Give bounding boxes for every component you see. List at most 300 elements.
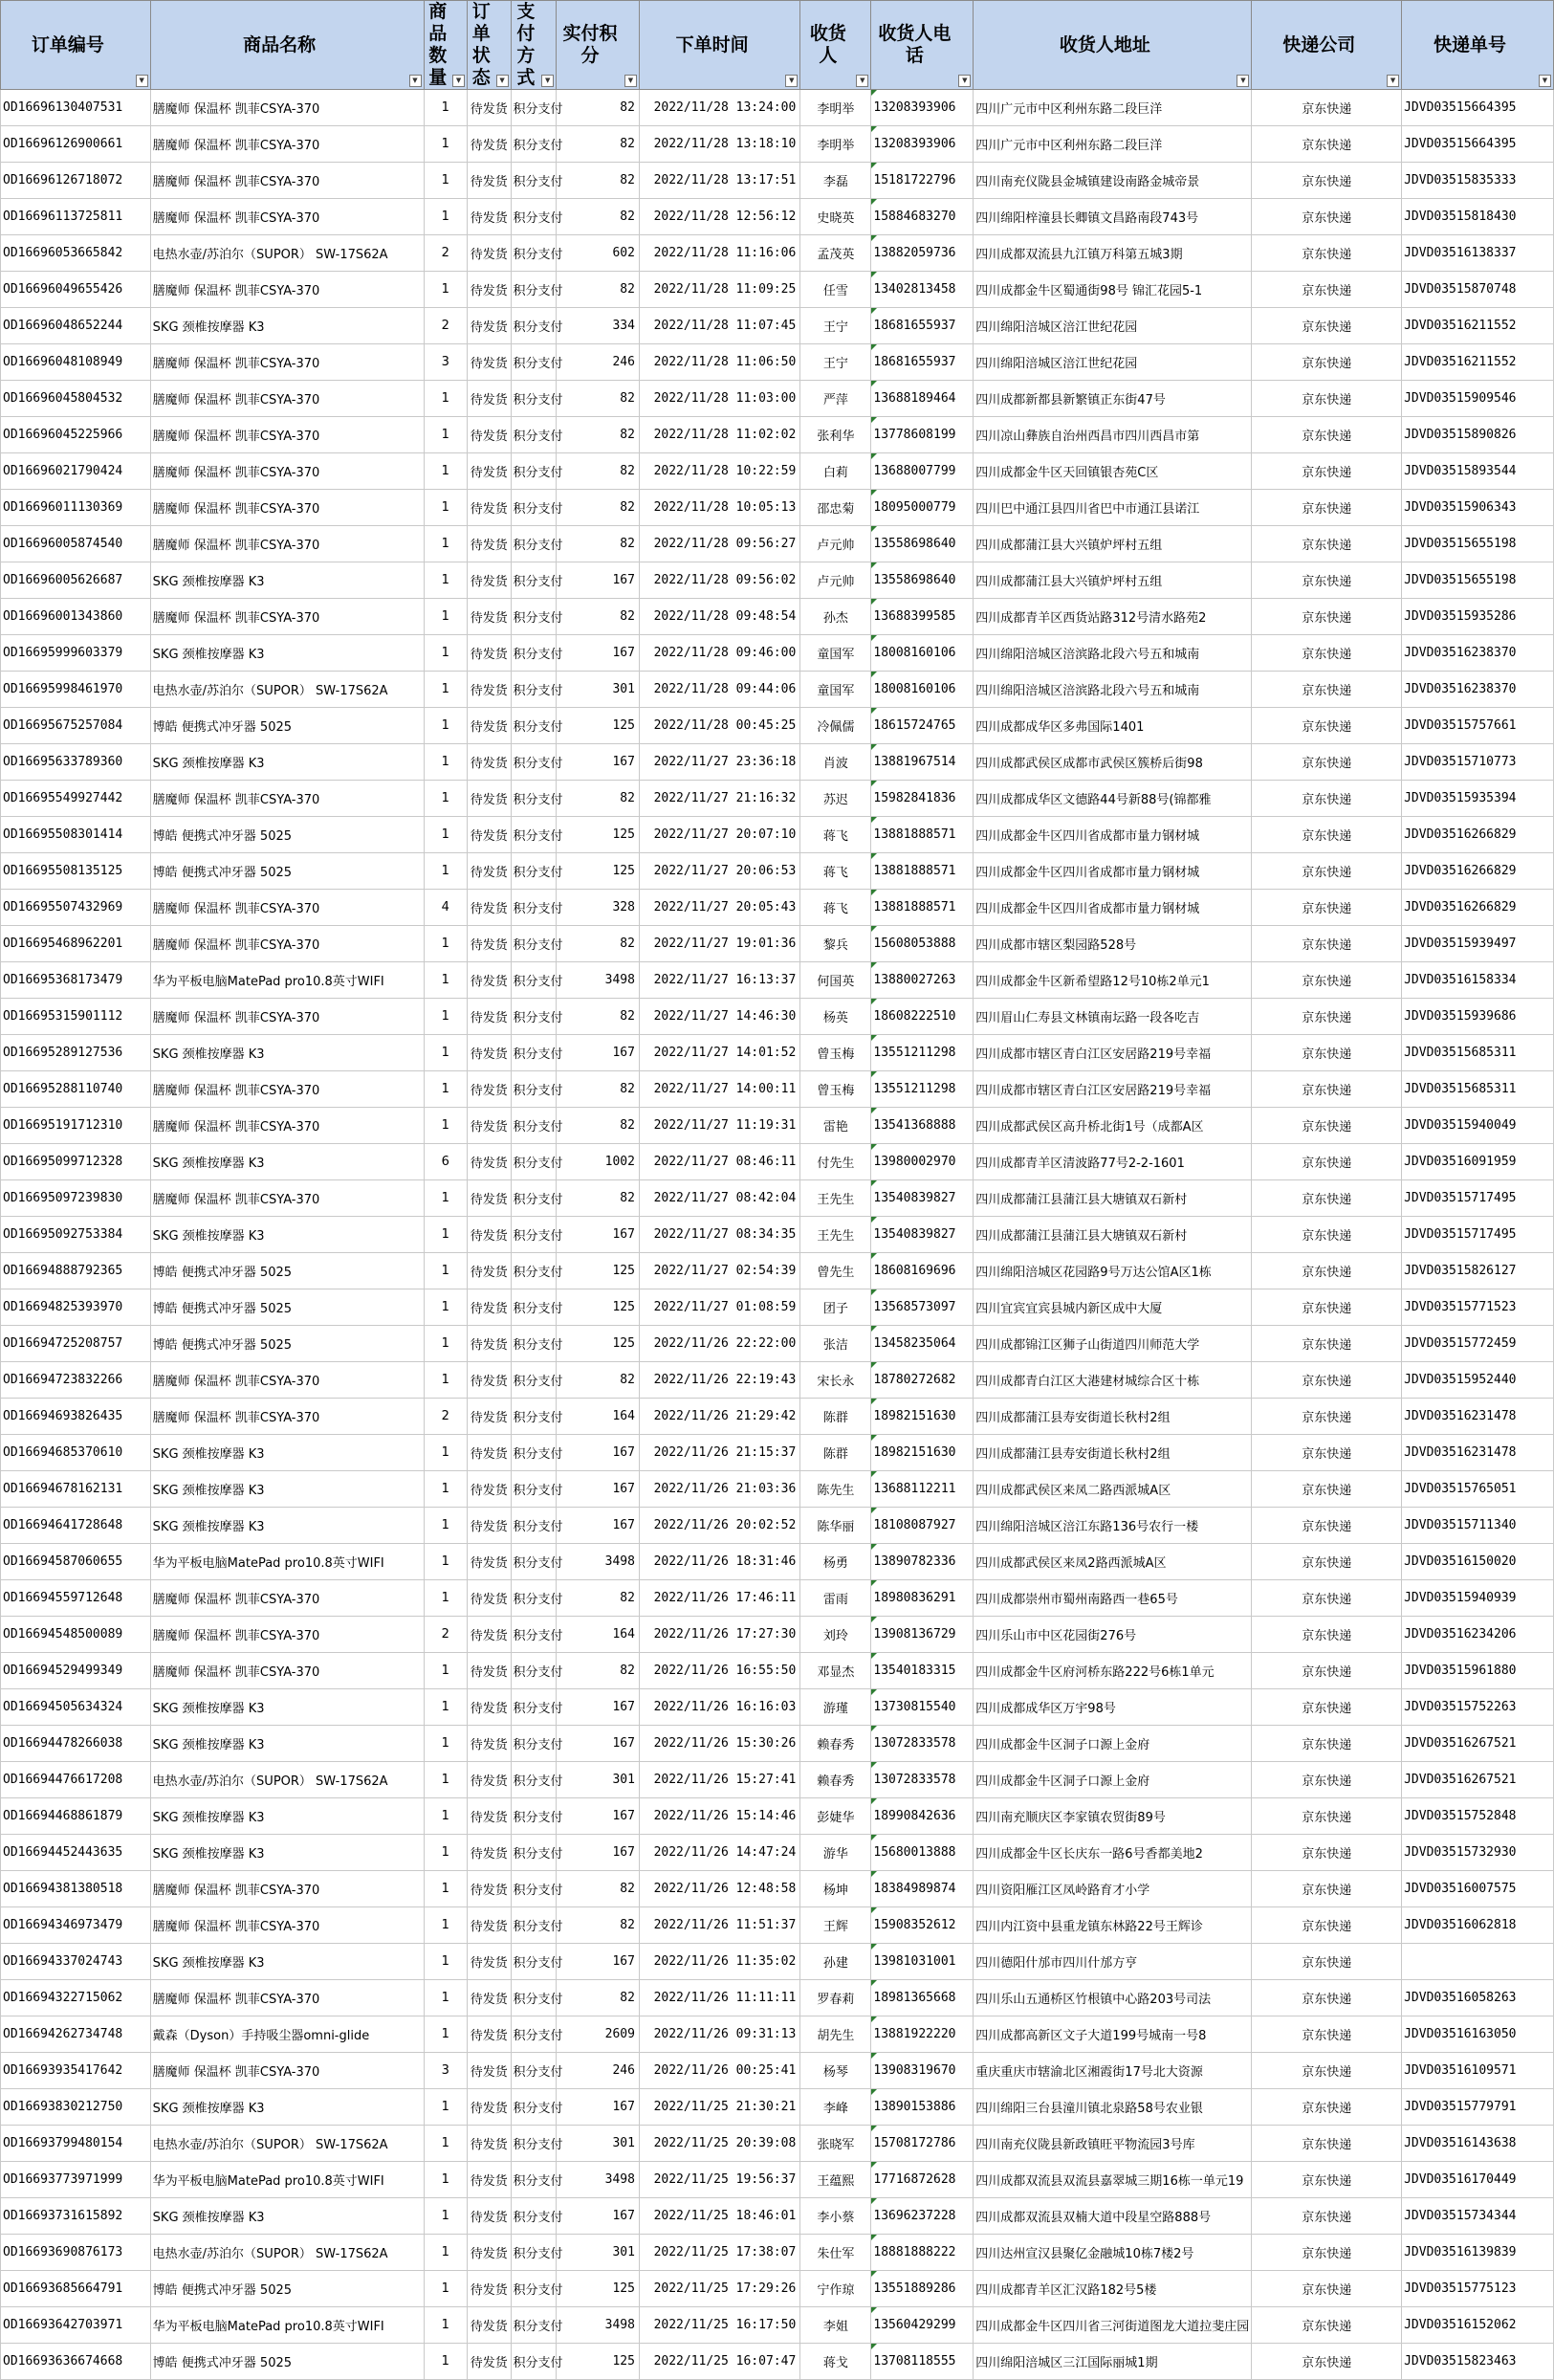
cell-recipient[interactable]: 黎兵 bbox=[800, 926, 871, 962]
cell-points-paid[interactable]: 167 bbox=[557, 1835, 640, 1871]
cell-order-status[interactable]: 待发货 bbox=[468, 781, 512, 817]
cell-payment-method[interactable]: 积分支付 bbox=[511, 599, 557, 635]
cell-order-id[interactable]: OD16694476617208 bbox=[1, 1762, 151, 1798]
cell-payment-method[interactable]: 积分支付 bbox=[511, 1980, 557, 2016]
cell-tracking-number[interactable]: JDVD03516170449 bbox=[1402, 2162, 1554, 2198]
cell-order-id[interactable]: OD16696005626687 bbox=[1, 562, 151, 599]
cell-order-status[interactable]: 待发货 bbox=[468, 235, 512, 272]
cell-order-time[interactable]: 2022/11/26 15:30:26 bbox=[639, 1726, 799, 1762]
cell-points-paid[interactable]: 167 bbox=[557, 1798, 640, 1835]
cell-order-status[interactable]: 待发货 bbox=[468, 635, 512, 672]
cell-order-status[interactable]: 待发货 bbox=[468, 1580, 512, 1617]
cell-recipient-phone[interactable]: 13688189464 bbox=[871, 381, 974, 417]
cell-payment-method[interactable]: 积分支付 bbox=[511, 672, 557, 708]
cell-payment-method[interactable]: 积分支付 bbox=[511, 1617, 557, 1653]
cell-product-name[interactable]: 膳魔师 保温杯 凯菲CSYA-370 bbox=[150, 1399, 424, 1435]
cell-order-id[interactable]: OD16695097239830 bbox=[1, 1180, 151, 1217]
cell-quantity[interactable]: 1 bbox=[424, 90, 468, 126]
cell-product-name[interactable]: SKG 颈椎按摩器 K3 bbox=[150, 1689, 424, 1726]
cell-recipient[interactable]: 童国军 bbox=[800, 635, 871, 672]
cell-tracking-number[interactable]: JDVD03515765051 bbox=[1402, 1471, 1554, 1508]
cell-tracking-number[interactable]: JDVD03516231478 bbox=[1402, 1399, 1554, 1435]
cell-courier[interactable]: 京东快递 bbox=[1252, 672, 1402, 708]
cell-recipient-phone[interactable]: 18008160106 bbox=[871, 672, 974, 708]
cell-recipient[interactable]: 蒋飞 bbox=[800, 817, 871, 853]
cell-quantity[interactable]: 4 bbox=[424, 890, 468, 926]
cell-order-id[interactable]: OD16694678162131 bbox=[1, 1471, 151, 1508]
cell-quantity[interactable]: 2 bbox=[424, 1617, 468, 1653]
cell-order-id[interactable]: OD16696049655426 bbox=[1, 272, 151, 308]
cell-tracking-number[interactable]: JDVD03515939686 bbox=[1402, 999, 1554, 1035]
filter-dropdown-icon[interactable]: ▼ bbox=[496, 75, 509, 87]
cell-points-paid[interactable]: 82 bbox=[557, 272, 640, 308]
cell-order-time[interactable]: 2022/11/27 20:05:43 bbox=[639, 890, 799, 926]
cell-order-id[interactable]: OD16696130407531 bbox=[1, 90, 151, 126]
cell-order-status[interactable]: 待发货 bbox=[468, 890, 512, 926]
cell-order-id[interactable]: OD16696045804532 bbox=[1, 381, 151, 417]
cell-tracking-number[interactable]: JDVD03515940939 bbox=[1402, 1580, 1554, 1617]
cell-order-time[interactable]: 2022/11/27 14:46:30 bbox=[639, 999, 799, 1035]
cell-order-time[interactable]: 2022/11/28 11:07:45 bbox=[639, 308, 799, 344]
cell-order-status[interactable]: 待发货 bbox=[468, 199, 512, 235]
cell-order-time[interactable]: 2022/11/25 16:17:50 bbox=[639, 2307, 799, 2344]
cell-quantity[interactable]: 1 bbox=[424, 1798, 468, 1835]
cell-quantity[interactable]: 1 bbox=[424, 962, 468, 999]
cell-order-status[interactable]: 待发货 bbox=[468, 1108, 512, 1144]
cell-recipient[interactable]: 王宁 bbox=[800, 344, 871, 381]
cell-payment-method[interactable]: 积分支付 bbox=[511, 2162, 557, 2198]
cell-courier[interactable]: 京东快递 bbox=[1252, 1071, 1402, 1108]
cell-quantity[interactable]: 1 bbox=[424, 1071, 468, 1108]
cell-quantity[interactable]: 1 bbox=[424, 1035, 468, 1071]
cell-order-status[interactable]: 待发货 bbox=[468, 2235, 512, 2271]
cell-order-id[interactable]: OD16695288110740 bbox=[1, 1071, 151, 1108]
cell-quantity[interactable]: 1 bbox=[424, 381, 468, 417]
cell-product-name[interactable]: SKG 颈椎按摩器 K3 bbox=[150, 1435, 424, 1471]
cell-order-time[interactable]: 2022/11/27 20:06:53 bbox=[639, 853, 799, 890]
cell-order-status[interactable]: 待发货 bbox=[468, 2271, 512, 2307]
cell-order-status[interactable]: 待发货 bbox=[468, 417, 512, 453]
cell-payment-method[interactable]: 积分支付 bbox=[511, 1362, 557, 1399]
cell-points-paid[interactable]: 82 bbox=[557, 1980, 640, 2016]
cell-order-id[interactable]: OD16694452443635 bbox=[1, 1835, 151, 1871]
cell-tracking-number[interactable]: JDVD03516266829 bbox=[1402, 853, 1554, 890]
cell-tracking-number[interactable]: JDVD03516058263 bbox=[1402, 1980, 1554, 2016]
cell-courier[interactable]: 京东快递 bbox=[1252, 1326, 1402, 1362]
cell-order-id[interactable]: OD16696005874540 bbox=[1, 526, 151, 562]
cell-tracking-number[interactable]: JDVD03515940049 bbox=[1402, 1108, 1554, 1144]
cell-points-paid[interactable]: 167 bbox=[557, 1435, 640, 1471]
cell-product-name[interactable]: SKG 颈椎按摩器 K3 bbox=[150, 1835, 424, 1871]
cell-recipient-address[interactable]: 四川成都金牛区四川省成都市量力钢材城 bbox=[974, 890, 1252, 926]
cell-recipient[interactable]: 游华 bbox=[800, 1835, 871, 1871]
cell-recipient[interactable]: 孙建 bbox=[800, 1944, 871, 1980]
cell-product-name[interactable]: 电热水壶/苏泊尔（SUPOR） SW-17S62A bbox=[150, 2126, 424, 2162]
cell-order-id[interactable]: OD16695099712328 bbox=[1, 1144, 151, 1180]
cell-order-status[interactable]: 待发货 bbox=[468, 1544, 512, 1580]
cell-order-id[interactable]: OD16693830212750 bbox=[1, 2089, 151, 2126]
cell-quantity[interactable]: 2 bbox=[424, 1399, 468, 1435]
cell-order-status[interactable]: 待发货 bbox=[468, 1217, 512, 1253]
cell-courier[interactable]: 京东快递 bbox=[1252, 781, 1402, 817]
cell-courier[interactable]: 京东快递 bbox=[1252, 1399, 1402, 1435]
cell-points-paid[interactable]: 82 bbox=[557, 1180, 640, 1217]
cell-points-paid[interactable]: 167 bbox=[557, 1035, 640, 1071]
cell-order-id[interactable]: OD16694725208757 bbox=[1, 1326, 151, 1362]
cell-tracking-number[interactable]: JDVD03516231478 bbox=[1402, 1435, 1554, 1471]
cell-quantity[interactable]: 1 bbox=[424, 562, 468, 599]
cell-product-name[interactable]: 膳魔师 保温杯 凯菲CSYA-370 bbox=[150, 163, 424, 199]
cell-order-status[interactable]: 待发货 bbox=[468, 853, 512, 890]
cell-order-status[interactable]: 待发货 bbox=[468, 1144, 512, 1180]
cell-payment-method[interactable]: 积分支付 bbox=[511, 1944, 557, 1980]
cell-points-paid[interactable]: 167 bbox=[557, 635, 640, 672]
cell-payment-method[interactable]: 积分支付 bbox=[511, 1253, 557, 1289]
cell-recipient[interactable]: 史晓英 bbox=[800, 199, 871, 235]
cell-courier[interactable]: 京东快递 bbox=[1252, 1362, 1402, 1399]
cell-points-paid[interactable]: 3498 bbox=[557, 2162, 640, 2198]
cell-recipient-address[interactable]: 四川成都成华区万宇98号 bbox=[974, 1689, 1252, 1726]
cell-order-time[interactable]: 2022/11/28 11:16:06 bbox=[639, 235, 799, 272]
cell-payment-method[interactable]: 积分支付 bbox=[511, 90, 557, 126]
cell-courier[interactable]: 京东快递 bbox=[1252, 1471, 1402, 1508]
cell-product-name[interactable]: 膳魔师 保温杯 凯菲CSYA-370 bbox=[150, 1907, 424, 1944]
cell-payment-method[interactable]: 积分支付 bbox=[511, 526, 557, 562]
cell-tracking-number[interactable]: JDVD03516150020 bbox=[1402, 1544, 1554, 1580]
cell-points-paid[interactable]: 164 bbox=[557, 1617, 640, 1653]
cell-payment-method[interactable]: 积分支付 bbox=[511, 2089, 557, 2126]
cell-recipient[interactable]: 王辉 bbox=[800, 1907, 871, 1944]
cell-recipient-address[interactable]: 四川成都金牛区天回镇银杏苑C区 bbox=[974, 453, 1252, 490]
cell-tracking-number[interactable]: JDVD03515909546 bbox=[1402, 381, 1554, 417]
cell-recipient-address[interactable]: 四川成都青羊区清波路77号2-2-1601 bbox=[974, 1144, 1252, 1180]
cell-points-paid[interactable]: 125 bbox=[557, 2271, 640, 2307]
cell-recipient-address[interactable]: 四川凉山彝族自治州西昌市四川西昌市第 bbox=[974, 417, 1252, 453]
cell-points-paid[interactable]: 82 bbox=[557, 1580, 640, 1617]
cell-recipient-phone[interactable]: 18008160106 bbox=[871, 635, 974, 672]
cell-points-paid[interactable]: 82 bbox=[557, 999, 640, 1035]
cell-payment-method[interactable]: 积分支付 bbox=[511, 1726, 557, 1762]
cell-recipient-phone[interactable]: 13890782336 bbox=[871, 1544, 974, 1580]
cell-recipient-address[interactable]: 四川绵阳涪城区涪江世纪花园 bbox=[974, 308, 1252, 344]
cell-courier[interactable]: 京东快递 bbox=[1252, 744, 1402, 781]
cell-tracking-number[interactable]: JDVD03515734344 bbox=[1402, 2198, 1554, 2235]
cell-tracking-number[interactable]: JDVD03515835333 bbox=[1402, 163, 1554, 199]
cell-recipient[interactable]: 曾玉梅 bbox=[800, 1035, 871, 1071]
cell-quantity[interactable]: 1 bbox=[424, 1108, 468, 1144]
cell-courier[interactable]: 京东快递 bbox=[1252, 2271, 1402, 2307]
cell-order-time[interactable]: 2022/11/26 16:55:50 bbox=[639, 1653, 799, 1689]
cell-courier[interactable]: 京东快递 bbox=[1252, 1944, 1402, 1980]
cell-tracking-number[interactable]: JDVD03516234206 bbox=[1402, 1617, 1554, 1653]
cell-order-status[interactable]: 待发货 bbox=[468, 1326, 512, 1362]
cell-recipient-phone[interactable]: 13551211298 bbox=[871, 1071, 974, 1108]
column-header-product-name[interactable] bbox=[150, 1, 424, 90]
cell-product-name[interactable]: 膳魔师 保温杯 凯菲CSYA-370 bbox=[150, 999, 424, 1035]
cell-order-status[interactable]: 待发货 bbox=[468, 672, 512, 708]
cell-product-name[interactable]: 膳魔师 保温杯 凯菲CSYA-370 bbox=[150, 272, 424, 308]
cell-courier[interactable]: 京东快递 bbox=[1252, 344, 1402, 381]
column-header-recipient-address[interactable] bbox=[974, 1, 1252, 90]
cell-recipient-address[interactable]: 四川南充仪陇县金城镇建设南路金城帝景 bbox=[974, 163, 1252, 199]
cell-recipient-phone[interactable]: 13208393906 bbox=[871, 90, 974, 126]
cell-points-paid[interactable]: 167 bbox=[557, 1471, 640, 1508]
cell-order-time[interactable]: 2022/11/27 23:36:18 bbox=[639, 744, 799, 781]
cell-recipient-phone[interactable]: 13881922220 bbox=[871, 2016, 974, 2053]
cell-points-paid[interactable]: 82 bbox=[557, 490, 640, 526]
cell-recipient-address[interactable]: 四川成都崇州市蜀州南路西一巷65号 bbox=[974, 1580, 1252, 1617]
cell-tracking-number[interactable]: JDVD03515771523 bbox=[1402, 1289, 1554, 1326]
cell-order-status[interactable]: 待发货 bbox=[468, 1907, 512, 1944]
cell-courier[interactable]: 京东快递 bbox=[1252, 1508, 1402, 1544]
cell-recipient-phone[interactable]: 15982841836 bbox=[871, 781, 974, 817]
cell-courier[interactable]: 京东快递 bbox=[1252, 2126, 1402, 2162]
cell-quantity[interactable]: 1 bbox=[424, 2235, 468, 2271]
cell-product-name[interactable]: SKG 颈椎按摩器 K3 bbox=[150, 2089, 424, 2126]
cell-product-name[interactable]: 博皓 便携式冲牙器 5025 bbox=[150, 708, 424, 744]
cell-recipient-phone[interactable]: 13072833578 bbox=[871, 1726, 974, 1762]
cell-tracking-number[interactable]: JDVD03515711340 bbox=[1402, 1508, 1554, 1544]
cell-order-status[interactable]: 待发货 bbox=[468, 1071, 512, 1108]
cell-quantity[interactable]: 1 bbox=[424, 1762, 468, 1798]
cell-recipient-phone[interactable]: 17716872628 bbox=[871, 2162, 974, 2198]
cell-recipient[interactable]: 陈先生 bbox=[800, 1471, 871, 1508]
cell-payment-method[interactable]: 积分支付 bbox=[511, 235, 557, 272]
cell-tracking-number[interactable]: JDVD03515664395 bbox=[1402, 126, 1554, 163]
cell-tracking-number[interactable]: JDVD03515935394 bbox=[1402, 781, 1554, 817]
cell-order-time[interactable]: 2022/11/27 08:34:35 bbox=[639, 1217, 799, 1253]
cell-tracking-number[interactable]: JDVD03516143638 bbox=[1402, 2126, 1554, 2162]
cell-quantity[interactable]: 1 bbox=[424, 1580, 468, 1617]
cell-payment-method[interactable]: 积分支付 bbox=[511, 2271, 557, 2307]
cell-order-status[interactable]: 待发货 bbox=[468, 817, 512, 853]
cell-product-name[interactable]: 电热水壶/苏泊尔（SUPOR） SW-17S62A bbox=[150, 1762, 424, 1798]
cell-recipient[interactable]: 蒋飞 bbox=[800, 853, 871, 890]
cell-recipient[interactable]: 雷雨 bbox=[800, 1580, 871, 1617]
cell-points-paid[interactable]: 82 bbox=[557, 1071, 640, 1108]
cell-order-id[interactable]: OD16695675257084 bbox=[1, 708, 151, 744]
cell-payment-method[interactable]: 积分支付 bbox=[511, 635, 557, 672]
cell-points-paid[interactable]: 167 bbox=[557, 1508, 640, 1544]
cell-payment-method[interactable]: 积分支付 bbox=[511, 2344, 557, 2380]
cell-order-id[interactable]: OD16694587060655 bbox=[1, 1544, 151, 1580]
cell-payment-method[interactable]: 积分支付 bbox=[511, 1435, 557, 1471]
cell-order-time[interactable]: 2022/11/28 13:17:51 bbox=[639, 163, 799, 199]
cell-recipient-address[interactable]: 四川成都金牛区长庆东一路6号香都美地2 bbox=[974, 1835, 1252, 1871]
cell-recipient-address[interactable]: 四川绵阳涪城区涪滨路北段六号五和城南 bbox=[974, 635, 1252, 672]
cell-quantity[interactable]: 1 bbox=[424, 999, 468, 1035]
cell-order-id[interactable]: OD16694322715062 bbox=[1, 1980, 151, 2016]
cell-recipient-address[interactable]: 四川绵阳涪城区三江国际丽城1期 bbox=[974, 2344, 1252, 2380]
cell-courier[interactable]: 京东快递 bbox=[1252, 2344, 1402, 2380]
cell-tracking-number[interactable]: JDVD03516138337 bbox=[1402, 235, 1554, 272]
filter-dropdown-icon[interactable]: ▼ bbox=[452, 75, 465, 87]
cell-order-time[interactable]: 2022/11/26 00:25:41 bbox=[639, 2053, 799, 2089]
cell-tracking-number[interactable]: JDVD03516211552 bbox=[1402, 344, 1554, 381]
cell-recipient-address[interactable]: 四川南充顺庆区李家镇农贸街89号 bbox=[974, 1798, 1252, 1835]
cell-recipient[interactable]: 曾先生 bbox=[800, 1253, 871, 1289]
cell-recipient-address[interactable]: 四川成都青白江区大港建材城综合区十栋 bbox=[974, 1362, 1252, 1399]
cell-points-paid[interactable]: 301 bbox=[557, 2126, 640, 2162]
cell-order-id[interactable]: OD16693636674668 bbox=[1, 2344, 151, 2380]
cell-order-status[interactable]: 待发货 bbox=[468, 1289, 512, 1326]
cell-order-status[interactable]: 待发货 bbox=[468, 1399, 512, 1435]
cell-recipient[interactable]: 李峰 bbox=[800, 2089, 871, 2126]
cell-payment-method[interactable]: 积分支付 bbox=[511, 708, 557, 744]
cell-recipient-address[interactable]: 四川成都金牛区蜀通街98号 锦汇花园5-1 bbox=[974, 272, 1252, 308]
cell-recipient-phone[interactable]: 13540839827 bbox=[871, 1180, 974, 1217]
cell-order-status[interactable]: 待发货 bbox=[468, 272, 512, 308]
cell-points-paid[interactable]: 82 bbox=[557, 926, 640, 962]
cell-payment-method[interactable]: 积分支付 bbox=[511, 2126, 557, 2162]
cell-recipient-address[interactable]: 四川成都金牛区洞子口源上金府 bbox=[974, 1762, 1252, 1798]
cell-points-paid[interactable]: 125 bbox=[557, 1253, 640, 1289]
cell-points-paid[interactable]: 167 bbox=[557, 2198, 640, 2235]
cell-order-status[interactable]: 待发货 bbox=[468, 2344, 512, 2380]
cell-recipient[interactable]: 肖波 bbox=[800, 744, 871, 781]
cell-recipient-phone[interactable]: 18980836291 bbox=[871, 1580, 974, 1617]
cell-recipient[interactable]: 杨英 bbox=[800, 999, 871, 1035]
cell-payment-method[interactable]: 积分支付 bbox=[511, 1071, 557, 1108]
cell-recipient[interactable]: 严萍 bbox=[800, 381, 871, 417]
cell-recipient[interactable]: 曾玉梅 bbox=[800, 1071, 871, 1108]
cell-recipient-address[interactable]: 四川成都武侯区成都市武侯区簇桥后街98 bbox=[974, 744, 1252, 781]
cell-recipient[interactable]: 陈华丽 bbox=[800, 1508, 871, 1544]
cell-points-paid[interactable]: 82 bbox=[557, 126, 640, 163]
cell-recipient-address[interactable]: 四川成都锦江区狮子山街道四川师范大学 bbox=[974, 1326, 1252, 1362]
column-header-payment-method[interactable] bbox=[511, 1, 557, 90]
cell-recipient-address[interactable]: 四川成都双流县双楠大道中段星空路888号 bbox=[974, 2198, 1252, 2235]
cell-order-status[interactable]: 待发货 bbox=[468, 2089, 512, 2126]
cell-points-paid[interactable]: 602 bbox=[557, 235, 640, 272]
cell-recipient-address[interactable]: 四川乐山五通桥区竹根镇中心路203号司法 bbox=[974, 1980, 1252, 2016]
filter-dropdown-icon[interactable]: ▼ bbox=[1237, 75, 1249, 87]
cell-points-paid[interactable]: 82 bbox=[557, 599, 640, 635]
cell-order-status[interactable]: 待发货 bbox=[468, 1980, 512, 2016]
cell-recipient-address[interactable]: 四川达州宣汉县聚亿金融城10栋7楼2号 bbox=[974, 2235, 1252, 2271]
cell-order-time[interactable]: 2022/11/27 20:07:10 bbox=[639, 817, 799, 853]
cell-quantity[interactable]: 1 bbox=[424, 1362, 468, 1399]
cell-points-paid[interactable]: 82 bbox=[557, 1907, 640, 1944]
cell-product-name[interactable]: 膳魔师 保温杯 凯菲CSYA-370 bbox=[150, 781, 424, 817]
cell-payment-method[interactable]: 积分支付 bbox=[511, 1289, 557, 1326]
cell-tracking-number[interactable]: JDVD03515779791 bbox=[1402, 2089, 1554, 2126]
cell-tracking-number[interactable]: JDVD03515752263 bbox=[1402, 1689, 1554, 1726]
cell-recipient-address[interactable]: 四川成都武侯区高升桥北街1号（成都A区 bbox=[974, 1108, 1252, 1144]
cell-points-paid[interactable]: 125 bbox=[557, 708, 640, 744]
cell-recipient-phone[interactable]: 13881967514 bbox=[871, 744, 974, 781]
cell-order-time[interactable]: 2022/11/27 14:01:52 bbox=[639, 1035, 799, 1071]
cell-order-id[interactable]: OD16694641728648 bbox=[1, 1508, 151, 1544]
cell-courier[interactable]: 京东快递 bbox=[1252, 1762, 1402, 1798]
cell-quantity[interactable]: 1 bbox=[424, 2016, 468, 2053]
cell-points-paid[interactable]: 125 bbox=[557, 853, 640, 890]
cell-points-paid[interactable]: 1002 bbox=[557, 1144, 640, 1180]
cell-order-time[interactable]: 2022/11/26 09:31:13 bbox=[639, 2016, 799, 2053]
cell-recipient-phone[interactable]: 18681655937 bbox=[871, 308, 974, 344]
cell-tracking-number[interactable]: JDVD03516238370 bbox=[1402, 672, 1554, 708]
cell-payment-method[interactable]: 积分支付 bbox=[511, 2053, 557, 2089]
cell-product-name[interactable]: 膳魔师 保温杯 凯菲CSYA-370 bbox=[150, 1180, 424, 1217]
cell-product-name[interactable]: 膳魔师 保温杯 凯菲CSYA-370 bbox=[150, 1071, 424, 1108]
cell-courier[interactable]: 京东快递 bbox=[1252, 890, 1402, 926]
cell-points-paid[interactable]: 167 bbox=[557, 1726, 640, 1762]
cell-quantity[interactable]: 3 bbox=[424, 2053, 468, 2089]
cell-recipient-address[interactable]: 四川成都市辖区青白江区安居路219号幸福 bbox=[974, 1035, 1252, 1071]
cell-points-paid[interactable]: 125 bbox=[557, 1289, 640, 1326]
cell-points-paid[interactable]: 3498 bbox=[557, 1544, 640, 1580]
cell-order-time[interactable]: 2022/11/28 13:24:00 bbox=[639, 90, 799, 126]
cell-recipient[interactable]: 杨勇 bbox=[800, 1544, 871, 1580]
cell-courier[interactable]: 京东快递 bbox=[1252, 1180, 1402, 1217]
cell-recipient-address[interactable]: 四川成都成华区文德路44号新88号(锦都雅 bbox=[974, 781, 1252, 817]
cell-order-time[interactable]: 2022/11/26 21:15:37 bbox=[639, 1435, 799, 1471]
cell-tracking-number[interactable]: JDVD03515939497 bbox=[1402, 926, 1554, 962]
cell-order-time[interactable]: 2022/11/27 19:01:36 bbox=[639, 926, 799, 962]
cell-quantity[interactable]: 1 bbox=[424, 490, 468, 526]
cell-order-id[interactable]: OD16693685664791 bbox=[1, 2271, 151, 2307]
cell-order-id[interactable]: OD16693642703971 bbox=[1, 2307, 151, 2344]
cell-courier[interactable]: 京东快递 bbox=[1252, 2089, 1402, 2126]
cell-tracking-number[interactable]: JDVD03515655198 bbox=[1402, 526, 1554, 562]
cell-order-status[interactable]: 待发货 bbox=[468, 2126, 512, 2162]
cell-recipient-phone[interactable]: 13541368888 bbox=[871, 1108, 974, 1144]
cell-recipient-phone[interactable]: 13688399585 bbox=[871, 599, 974, 635]
cell-courier[interactable]: 京东快递 bbox=[1252, 635, 1402, 672]
cell-payment-method[interactable]: 积分支付 bbox=[511, 2198, 557, 2235]
column-header-recipient[interactable] bbox=[800, 1, 871, 90]
cell-recipient-address[interactable]: 四川成都金牛区四川省成都市量力钢材城 bbox=[974, 853, 1252, 890]
cell-quantity[interactable]: 1 bbox=[424, 781, 468, 817]
cell-tracking-number[interactable]: JDVD03516139839 bbox=[1402, 2235, 1554, 2271]
cell-recipient-phone[interactable]: 13540839827 bbox=[871, 1217, 974, 1253]
cell-quantity[interactable]: 1 bbox=[424, 1544, 468, 1580]
cell-payment-method[interactable]: 积分支付 bbox=[511, 417, 557, 453]
cell-order-time[interactable]: 2022/11/27 16:13:37 bbox=[639, 962, 799, 999]
cell-recipient-phone[interactable]: 13560429299 bbox=[871, 2307, 974, 2344]
column-header-recipient-phone[interactable] bbox=[871, 1, 974, 90]
cell-product-name[interactable]: 博皓 便携式冲牙器 5025 bbox=[150, 817, 424, 853]
cell-recipient[interactable]: 刘玲 bbox=[800, 1617, 871, 1653]
cell-tracking-number[interactable]: JDVD03515717495 bbox=[1402, 1217, 1554, 1253]
cell-quantity[interactable]: 1 bbox=[424, 1980, 468, 2016]
cell-points-paid[interactable]: 125 bbox=[557, 2344, 640, 2380]
cell-order-status[interactable]: 待发货 bbox=[468, 1435, 512, 1471]
cell-points-paid[interactable]: 125 bbox=[557, 817, 640, 853]
cell-product-name[interactable]: 膳魔师 保温杯 凯菲CSYA-370 bbox=[150, 344, 424, 381]
cell-quantity[interactable]: 1 bbox=[424, 1907, 468, 1944]
cell-order-id[interactable]: OD16695508135125 bbox=[1, 853, 151, 890]
cell-quantity[interactable]: 1 bbox=[424, 2307, 468, 2344]
cell-order-status[interactable]: 待发货 bbox=[468, 1617, 512, 1653]
cell-order-id[interactable]: OD16694888792365 bbox=[1, 1253, 151, 1289]
cell-tracking-number[interactable]: JDVD03515952440 bbox=[1402, 1362, 1554, 1399]
cell-order-time[interactable]: 2022/11/26 18:31:46 bbox=[639, 1544, 799, 1580]
cell-product-name[interactable]: 膳魔师 保温杯 凯菲CSYA-370 bbox=[150, 1980, 424, 2016]
cell-courier[interactable]: 京东快递 bbox=[1252, 453, 1402, 490]
cell-recipient[interactable]: 张洁 bbox=[800, 1326, 871, 1362]
cell-recipient-phone[interactable]: 15181722796 bbox=[871, 163, 974, 199]
cell-tracking-number[interactable]: JDVD03516238370 bbox=[1402, 635, 1554, 672]
cell-order-id[interactable]: OD16694529499349 bbox=[1, 1653, 151, 1689]
cell-order-id[interactable]: OD16695999603379 bbox=[1, 635, 151, 672]
cell-order-id[interactable]: OD16695508301414 bbox=[1, 817, 151, 853]
cell-courier[interactable]: 京东快递 bbox=[1252, 1907, 1402, 1944]
cell-recipient-phone[interactable]: 18095000779 bbox=[871, 490, 974, 526]
cell-recipient-phone[interactable]: 18608169696 bbox=[871, 1253, 974, 1289]
cell-product-name[interactable]: 博皓 便携式冲牙器 5025 bbox=[150, 1326, 424, 1362]
cell-product-name[interactable]: 博皓 便携式冲牙器 5025 bbox=[150, 853, 424, 890]
